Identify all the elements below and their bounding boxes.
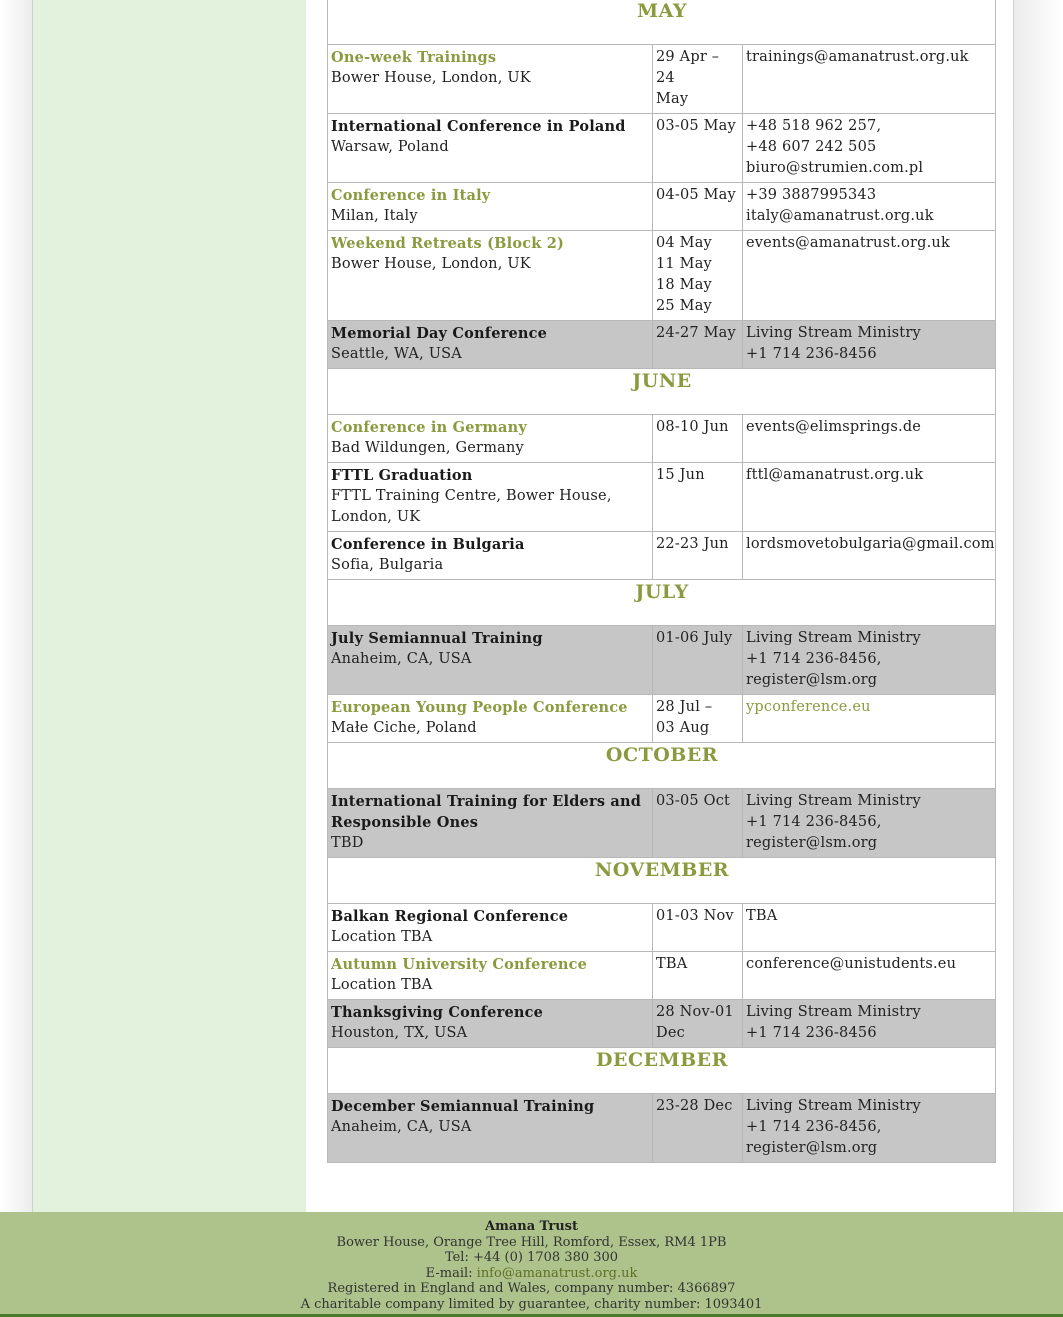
event-dates-cell [653,45,743,114]
event-dates-cell [653,695,743,743]
event-contact-line: italy@amanatrust.org.uk [746,208,934,224]
event-contact-line: Living Stream Ministry [746,1004,921,1020]
month-heading: DECEMBER [596,1049,728,1071]
event-row [328,904,996,952]
event-location: Małe Ciche, Poland [331,720,477,736]
footer-email-label: E-mail: [425,1265,477,1281]
footer-address: Bower House, Orange Tree Hill, Romford, Essex, RM4 1PB [336,1234,727,1250]
event-date: 01-03 Nov [656,908,734,924]
event-title: International Training for Elders and Responsible Ones [331,793,642,831]
event-date: 03 Aug [656,720,710,736]
event-row [328,231,996,321]
month-heading: JULY [635,581,689,603]
event-name-cell [328,415,653,463]
event-date: Dec [656,1025,685,1041]
footer-org-name: Amana Trust [484,1219,579,1234]
event-location: Bower House, London, UK [331,70,531,86]
event-row [328,789,996,858]
event-contact-cell [743,463,996,532]
month-heading: MAY [637,0,687,22]
footer-registration: Registered in England and Wales, company number: 4366897 [327,1281,736,1296]
event-date: 01-06 July [656,630,733,646]
month-header-row [328,0,996,45]
event-row [328,45,996,114]
left-page-shadow [0,0,32,1212]
event-dates-cell [653,321,743,369]
event-contact-line: register@lsm.org [746,672,878,688]
footer-email-link[interactable]: info@amanatrust.org.uk [476,1265,638,1281]
event-row [328,1000,996,1048]
sidebar [32,0,306,1212]
event-contact-line: Living Stream Ministry [746,325,921,341]
event-contact-line: lordsmovetobulgaria@gmail.com [746,536,995,552]
month-header-cell [328,858,996,904]
event-contact-cell [743,45,996,114]
event-row [328,1094,996,1163]
event-dates-cell [653,463,743,532]
event-row [328,321,996,369]
event-title: Memorial Day Conference [331,325,548,342]
event-contact-line: +48 607 242 505 [746,139,877,155]
event-row [328,695,996,743]
event-location: Bower House, London, UK [331,256,531,272]
event-name-cell [328,183,653,231]
month-header-row [328,580,996,626]
event-contact-line: +39 3887995343 [746,187,877,203]
event-contact-cell [743,1094,996,1163]
event-name-cell [328,1094,653,1163]
month-header-row [328,1048,996,1094]
month-header-row [328,858,996,904]
footer-tel: Tel: +44 (0) 1708 380 300 [444,1250,619,1265]
event-title: One-week Trainings [331,49,497,66]
event-date: 24-27 May [656,325,736,341]
event-contact-cell [743,789,996,858]
event-contact-cell [743,321,996,369]
event-title: December Semiannual Training [331,1098,595,1115]
event-date: 03-05 Oct [656,793,731,809]
footer-email-line [0,1266,1063,1282]
event-title: July Semiannual Training [331,630,543,647]
event-website-link[interactable]: ypconference.eu [746,699,871,715]
event-name-cell [328,231,653,321]
event-contact-line: +1 714 236-8456, [746,814,882,830]
event-row [328,952,996,1000]
event-date: 23-28 Dec [656,1098,733,1114]
event-date: 29 Apr – 24 [656,49,720,86]
event-location: FTTL Training Centre, Bower House, London, UK [331,488,612,525]
event-title: Autumn University Conference [331,956,588,973]
event-name-cell [328,463,653,532]
events-table-body [328,0,996,1163]
event-title: Weekend Retreats (Block 2) [331,235,565,252]
event-title: Conference in Italy [331,187,491,204]
month-header-cell [328,743,996,789]
event-contact-cell [743,952,996,1000]
event-location: Anaheim, CA, USA [331,1119,472,1135]
event-contact-line: +1 714 236-8456 [746,346,877,362]
event-title: Thanksgiving Conference [331,1004,544,1021]
event-date: 22-23 Jun [656,536,729,552]
event-date: 03-05 May [656,118,736,134]
event-date: 28 Jul – [656,699,713,715]
event-location: Bad Wildungen, Germany [331,440,524,456]
month-heading: JUNE [632,370,692,392]
event-contact-cell [743,415,996,463]
event-dates-cell [653,789,743,858]
footer-charity: A charitable company limited by guarantee, charity number: 1093401 [300,1296,763,1312]
event-dates-cell [653,231,743,321]
event-date: 18 May [656,277,712,293]
event-name-cell [328,904,653,952]
event-dates-cell [653,626,743,695]
event-title: FTTL Graduation [331,467,473,484]
event-contact-line: +48 518 962 257, [746,118,882,134]
event-contact-cell [743,626,996,695]
event-date: 15 Jun [656,467,705,483]
event-contact-line: register@lsm.org [746,1140,878,1156]
event-contact-line: Living Stream Ministry [746,630,921,646]
right-page-shadow [1014,0,1063,1212]
event-dates-cell [653,1000,743,1048]
event-contact-cell [743,231,996,321]
event-contact-line: fttl@amanatrust.org.uk [746,467,924,483]
month-header-cell [328,369,996,415]
event-row [328,532,996,580]
event-date: TBA [656,956,688,972]
event-contact-cell [743,695,996,743]
event-location: Location TBA [331,977,433,993]
event-title: European Young People Conference [331,699,628,716]
event-row [328,626,996,695]
event-name-cell [328,321,653,369]
event-contact-cell [743,183,996,231]
event-row [328,183,996,231]
event-date: 08-10 Jun [656,419,729,435]
event-dates-cell [653,904,743,952]
month-header-cell [328,580,996,626]
event-row [328,463,996,532]
month-header-row [328,369,996,415]
event-contact-line: +1 714 236-8456, [746,651,882,667]
event-location: Sofia, Bulgaria [331,557,444,573]
event-row [328,415,996,463]
event-contact-line: Living Stream Ministry [746,1098,921,1114]
event-name-cell [328,952,653,1000]
month-header-cell [328,0,996,45]
event-contact-line: conference@unistudents.eu [746,956,957,972]
event-name-cell [328,532,653,580]
event-name-cell [328,1000,653,1048]
events-table [327,0,996,1163]
footer [0,1212,1063,1317]
event-contact-cell [743,532,996,580]
event-title: International Conference in Poland [331,118,626,135]
event-contact-line: +1 714 236-8456, [746,1119,882,1135]
event-date: 25 May [656,298,712,314]
month-heading: NOVEMBER [594,859,730,881]
event-contact-line: events@amanatrust.org.uk [746,235,950,251]
event-date: 04 May [656,235,712,251]
event-name-cell [328,626,653,695]
event-title: Conference in Bulgaria [331,536,525,553]
event-contact-line: biuro@strumien.com.pl [746,160,924,176]
event-location: Warsaw, Poland [331,139,449,155]
event-name-cell [328,45,653,114]
event-date: 28 Nov-01 [656,1004,734,1020]
event-contact-line: register@lsm.org [746,835,878,851]
event-location: Milan, Italy [331,208,418,224]
event-dates-cell [653,183,743,231]
event-dates-cell [653,952,743,1000]
month-header-cell [328,1048,996,1094]
event-location: Seattle, WA, USA [331,346,462,362]
event-location: Anaheim, CA, USA [331,651,472,667]
event-date: May [656,91,689,107]
event-name-cell [328,695,653,743]
event-title: Balkan Regional Conference [331,908,569,925]
event-dates-cell [653,1094,743,1163]
month-heading: OCTOBER [605,744,719,766]
event-contact-line: events@elimsprings.de [746,419,922,435]
event-contact-cell [743,114,996,183]
event-location: Houston, TX, USA [331,1025,468,1041]
event-contact-line: TBA [746,908,778,924]
month-header-row [328,743,996,789]
event-contact-line: Living Stream Ministry [746,793,921,809]
event-name-cell [328,114,653,183]
event-contact-line: trainings@amanatrust.org.uk [746,49,969,65]
event-row [328,114,996,183]
event-title: Conference in Germany [331,419,527,436]
event-date: 04-05 May [656,187,736,203]
event-dates-cell [653,415,743,463]
event-contact-line: +1 714 236-8456 [746,1025,877,1041]
event-date: 11 May [656,256,712,272]
event-dates-cell [653,114,743,183]
event-contact-cell [743,1000,996,1048]
event-name-cell [328,789,653,858]
event-location: TBD [331,835,364,851]
event-location: Location TBA [331,929,433,945]
event-dates-cell [653,532,743,580]
event-contact-cell [743,904,996,952]
